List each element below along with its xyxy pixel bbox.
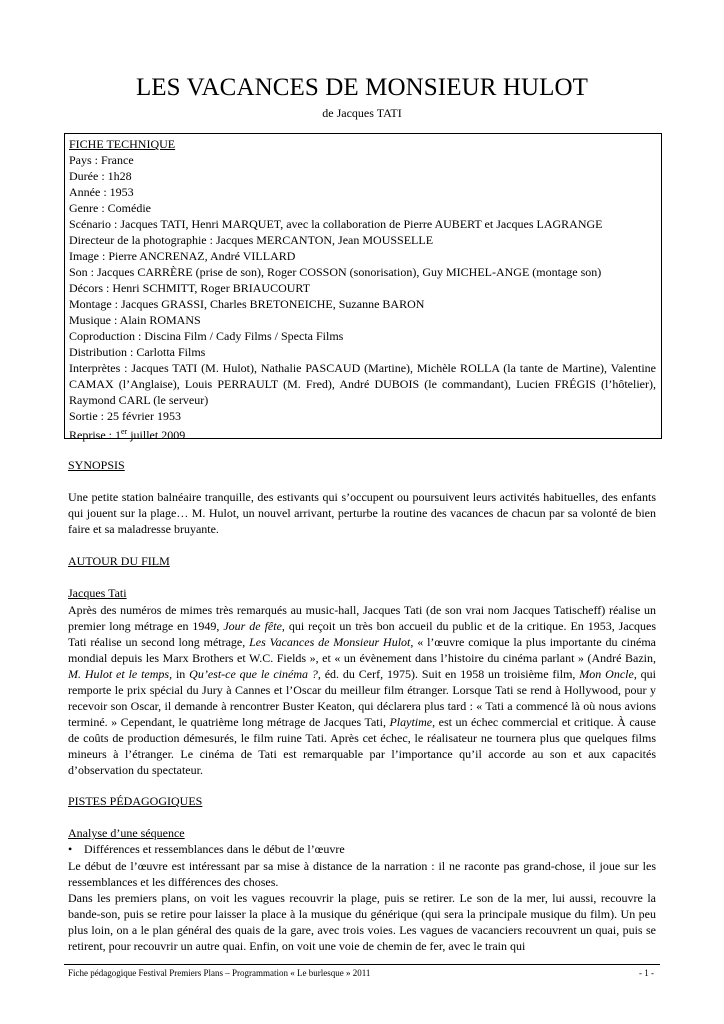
fiche-technique-box	[64, 133, 662, 442]
fiche-line: Son : Jacques CARRÈRE (prise de son), Roger COSSON (sonorisation), Guy MICHEL-ANGE (montage son)	[69, 265, 602, 279]
fiche-line: Distribution : Carlotta Films	[69, 345, 206, 359]
film-title: Jour de fête	[223, 619, 282, 633]
fiche-line: Décors : Henri SCHMITT, Roger BRIAUCOURT	[69, 281, 311, 295]
film-title: Playtime	[389, 715, 433, 729]
reprise-suffix: juillet 2009	[127, 428, 186, 442]
fiche-line: Durée : 1h28	[69, 169, 132, 183]
fiche-line: Coproduction : Discina Film / Cady Films / Specta Films	[69, 329, 344, 343]
text-run: Après des numéros de mimes très remarqués au music-hall, Jacques Tati (de son vrai nom Jacques Tatischeff) réalise un premier long métrage en 1949,	[68, 603, 656, 633]
text-run: , in	[169, 667, 190, 681]
reprise-prefix: Reprise : 1	[69, 428, 121, 442]
fiche-line: Musique : Alain ROMANS	[69, 313, 201, 327]
page-number: - 1 -	[639, 968, 654, 978]
text-run: , est un échec commercial et critique. À cause de coûts de production démesurés, le film ruine Tati. Après cet échec, le réalisateur ne tournera plus que quelques films mineurs à l’étranger. Le cinéma de Tati est remarquable par l’importance qu’il accorde au son et aux capacités d’observation du spectateur.	[68, 715, 656, 777]
fiche-line: Directeur de la photographie : Jacques MERCANTON, Jean MOUSSELLE	[69, 233, 434, 247]
fiche-line: Image : Pierre ANCRENAZ, André VILLARD	[69, 249, 296, 263]
document-author: de Jacques TATI	[322, 106, 402, 120]
autour-subheading: Jacques Tati	[68, 586, 127, 600]
text-run: , qui remporte le prix spécial du Jury à Cannes et l’Oscar du meilleur film étranger. Lorsque Tati se rend à Hollywood, pour y recevoir son Oscar, il demande à rencontrer Buster Keaton, qui déclarera plus tard : « Tati a commencé là où nous avions terminé. » Cependant, le quatrième long métrage de Jacques Tati,	[68, 667, 657, 729]
fiche-line: Pays : France	[69, 153, 134, 167]
bullet-text: Différences et ressemblances dans le début de l’œuvre	[84, 842, 345, 856]
pistes-paragraph-1: Le début de l’œuvre est intéressant par sa mise à distance de la narration : il ne raconte pas grand-chose, il joue sur les ressemblances et les différences des choses.	[68, 859, 656, 889]
film-title: Mon Oncle	[579, 667, 634, 681]
footer-text: Fiche pédagogique Festival Premiers Plans – Programmation « Le burlesque » 2011	[68, 968, 371, 978]
book-title: M. Hulot et le temps	[68, 667, 170, 681]
fiche-line: Montage : Jacques GRASSI, Charles BRETONEICHE, Suzanne BARON	[69, 297, 425, 311]
synopsis-heading: SYNOPSIS	[68, 458, 125, 472]
pistes-paragraph-2: Dans les premiers plans, on voit les vagues recouvrir la plage, puis se retirer. Le son de la mer, lui aussi, recouvre la bande-son, puis se retire pour laisser la place à la musique du générique (qui sera la principale musique du film). Un peu plus loin, on a le plan général des quais de la gare, avec trois voies. Les vagues de vacanciers recouvrent un quai, puis se retirent, pour recouvrir un autre quai. Enfin, on voit une voie de chemin de fer, avec le train qui	[68, 891, 656, 953]
fiche-line: Genre : Comédie	[69, 201, 151, 215]
bullet-dot-icon: •	[68, 842, 73, 856]
text-run: , qui reçoit un très bon accueil du public et de la critique. En 1953, Jacques Tati réalise un second long métrage,	[68, 619, 656, 649]
fiche-line: Année : 1953	[69, 185, 134, 199]
document-title: LES VACANCES DE MONSIEUR HULOT	[135, 74, 589, 101]
fiche-line: Scénario : Jacques TATI, Henri MARQUET, avec la collaboration de Pierre AUBERT et Jacques LAGRANGE	[69, 217, 603, 231]
fiche-sortie: Sortie : 25 février 1953	[69, 409, 181, 423]
synopsis-text: Une petite station balnéaire tranquille, des estivants qui s’occupent ou poursuivent leurs activités habituelles, des enfants qui jouent sur la plage… M. Hulot, un nouvel arrivant, perturbe la routine des vacances de chacun par sa volonté de bien faire et sa maladresse bruyante.	[68, 490, 656, 536]
fiche-heading: FICHE TECHNIQUE	[69, 137, 176, 151]
fiche-reprise	[69, 424, 656, 443]
pistes-subheading: Analyse d’une séquence	[68, 826, 185, 840]
autour-paragraph	[68, 602, 656, 778]
text-run: , « l’œuvre comique la plus importante du cinéma mondial depuis les Marx Brothers et W.C. Fields », et « un évènement dans l’histoire du cinéma parlant » (André Bazin,	[68, 635, 656, 665]
film-title: Les Vacances de Monsieur Hulot	[249, 635, 411, 649]
bullet-item	[68, 842, 345, 857]
text-run: , éd. du Cerf, 1975). Suit en 1958 un troisième film,	[317, 667, 580, 681]
book-title: Qu’est-ce que le cinéma ?	[189, 667, 318, 681]
fiche-interpretes: Interprètes : Jacques TATI (M. Hulot), Nathalie PASCAUD (Martine), Michèle ROLLA (la tante de Martine), Valentine CAMAX (l’Anglaise), Louis PERRAULT (M. Fred), André DUBOIS (le commandant), Lucien FRÉGIS (l’hôtelier), Raymond CARL (le serveur)	[69, 361, 656, 407]
reprise-sup: er	[121, 427, 128, 436]
footer-divider	[64, 964, 660, 965]
pistes-heading: PISTES PÉDAGOGIQUES	[68, 794, 203, 808]
autour-heading: AUTOUR DU FILM	[68, 554, 170, 568]
